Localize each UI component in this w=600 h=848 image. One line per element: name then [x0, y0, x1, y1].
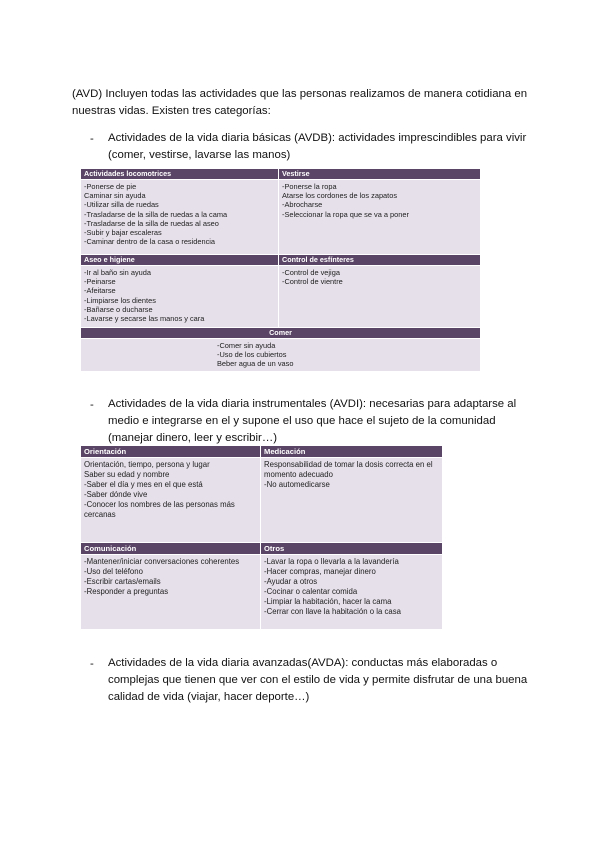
table-header: Orientación — [81, 446, 261, 458]
list-item: -Comer sin ayuda — [217, 341, 276, 350]
list-item: -Ayudar a otros — [264, 577, 318, 586]
list-item: -Afeitarse — [84, 286, 116, 296]
list-item: -Lavar la ropa o llevarla a la lavandería — [264, 557, 399, 566]
avdb-table — [80, 168, 481, 372]
bullet-marker: - — [90, 658, 94, 670]
list-item: -Abrocharse — [282, 200, 323, 210]
list-item: -Cocinar o calentar comida — [264, 587, 358, 596]
list-item: -Saber dónde vive — [84, 490, 148, 499]
table-header: Comer — [81, 328, 481, 339]
table-header: Actividades locomotrices — [81, 169, 279, 180]
list-item: -Seleccionar la ropa que se va a poner — [282, 209, 409, 219]
list-item: -Mantener/iniciar conversaciones coherentes — [84, 557, 240, 566]
table-cell — [279, 180, 481, 255]
list-item: -Uso del teléfono — [84, 567, 143, 576]
list-item: -Peinarse — [84, 277, 116, 287]
list-item: -Control de vientre — [282, 277, 343, 287]
avdb-paragraph: Actividades de la vida diaria básicas (AVDB): actividades imprescindibles para vivir (comer, vestirse, lavarse las manos) — [108, 132, 527, 161]
list-item: Responsabilidad de tomar la dosis correcta en el momento adecuado — [264, 460, 433, 479]
table-cell — [81, 555, 261, 630]
table-cell — [81, 339, 481, 372]
table-header: Otros — [261, 543, 443, 555]
list-item: -Trasladarse de la silla de ruedas al aseo — [84, 218, 219, 228]
list-item: -Control de vejiga — [282, 268, 340, 277]
table-header: Aseo e higiene — [81, 255, 279, 266]
bullet-marker: - — [90, 399, 94, 411]
list-item: Caminar sin ayuda — [84, 191, 146, 201]
list-item: -Utilizar silla de ruedas — [84, 200, 159, 210]
list-item: -Cerrar con llave la habitación o la casa — [264, 607, 401, 616]
list-item: -Ponerse la ropa — [282, 182, 337, 191]
list-item: -Lavarse y secarse las manos y cara — [84, 314, 205, 324]
list-item: -Responder a preguntas — [84, 587, 169, 596]
bullet-marker: - — [90, 133, 94, 145]
table-cell — [279, 266, 481, 328]
list-item: Saber su edad y nombre — [84, 470, 170, 479]
table-header: Medicación — [261, 446, 443, 458]
table-header: Vestirse — [279, 169, 481, 180]
intro-paragraph: (AVD) Incluyen todas las actividades que las personas realizamos de manera cotidiana en nuestras vidas. Existen tres categorías: — [72, 88, 528, 117]
avdi-paragraph: Actividades de la vida diaria instrumentales (AVDI): necesarias para adaptarse al medio e integrarse en el y supone el uso que hace el sujeto de la comunidad (manejar dinero, leer y escribir…) — [108, 398, 517, 444]
list-item: -Ponerse de pie — [84, 182, 137, 191]
list-item: Orientación, tiempo, persona y lugar — [84, 460, 210, 469]
list-item: -Hacer compras, manejar dinero — [264, 567, 376, 576]
avda-paragraph: Actividades de la vida diaria avanzadas(AVDA): conductas más elaboradas o complejas que tienen que ver con el estilo de vida y permite disfrutar de una buena calidad de vida (viajar, hacer deporte…) — [108, 657, 528, 703]
list-item: Atarse los cordones de los zapatos — [282, 191, 398, 201]
list-item: -Limpiar la habitación, hacer la cama — [264, 597, 392, 606]
list-item: -Ir al baño sin ayuda — [84, 268, 151, 277]
list-item: -Conocer los nombres de las personas más cercanas — [84, 500, 235, 519]
list-item: -Uso de los cubiertos — [217, 350, 287, 360]
list-item: -Subir y bajar escaleras — [84, 228, 162, 238]
table-cell — [261, 555, 443, 630]
list-item: -Limpiarse los dientes — [84, 295, 156, 305]
list-item: -Bañarse o ducharse — [84, 304, 153, 314]
table-cell — [81, 266, 279, 328]
table-header: Control de esfínteres — [279, 255, 481, 266]
table-cell — [81, 458, 261, 543]
table-cell — [261, 458, 443, 543]
list-item: Beber agua de un vaso — [217, 359, 294, 369]
list-item: -Saber el día y mes en el que está — [84, 480, 203, 489]
list-item: -Escribir cartas/emails — [84, 577, 161, 586]
list-item: -No automedicarse — [264, 480, 330, 489]
list-item: -Caminar dentro de la casa o residencia — [84, 237, 216, 247]
avdi-table — [80, 445, 443, 630]
table-cell — [81, 180, 279, 255]
table-header: Comunicación — [81, 543, 261, 555]
list-item: -Trasladarse de la silla de ruedas a la cama — [84, 209, 228, 219]
